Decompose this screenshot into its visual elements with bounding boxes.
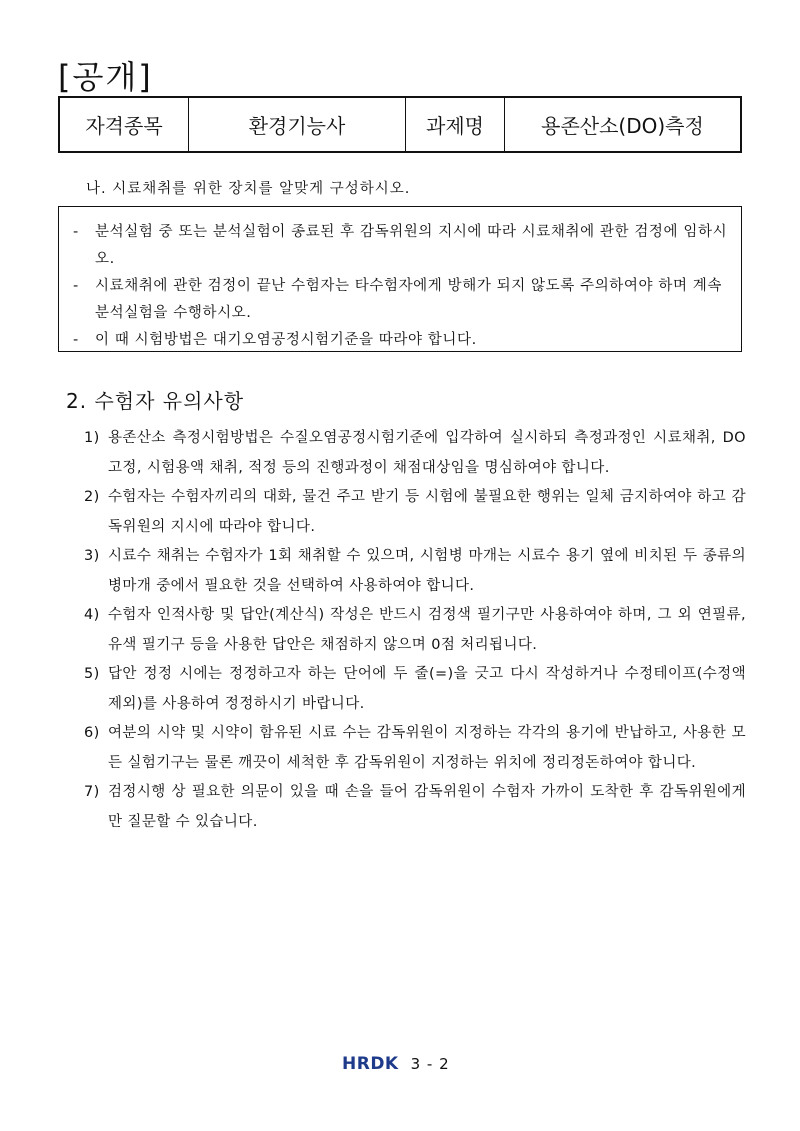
page-footer (342, 1054, 450, 1074)
list-item (84, 542, 746, 601)
item-number: 5) (84, 666, 100, 682)
note-text: 분석실험 중 또는 분석실험이 종료된 후 감독위원의 지시에 따라 시료채취에 관한 검정에 임하시오. (95, 224, 728, 267)
list-item (84, 719, 746, 778)
item-text: 시료수 채취는 수험자가 1회 채취할 수 있으며, 시험병 마개는 시료수 용기 옆에 비치된 두 종류의 병마개 중에서 필요한 것을 선택하여 사용하여야 합니다. (108, 548, 746, 594)
list-item (84, 778, 746, 837)
item-text: 수험자는 수험자끼리의 대화, 물건 주고 받기 등 시험에 불필요한 행위는 일체 금지하여야 하고 감독위원의 지시에 따라야 합니다. (108, 489, 746, 535)
task-value: 용존산소(DO)측정 (505, 97, 742, 152)
item-number: 4) (84, 607, 100, 623)
task-label: 과제명 (406, 97, 505, 152)
list-item (84, 601, 746, 660)
item-number: 1) (84, 430, 100, 446)
item-number: 2) (84, 489, 100, 505)
section-title: 2. 수험자 유의사항 (66, 389, 245, 413)
item-text: 용존산소 측정시험방법은 수질오염공정시험기준에 입각하여 실시하되 측정과정인 시료채취, DO고정, 시험용액 채취, 적정 등의 진행과정이 채점대상임을 명심하여야 합니다. (108, 430, 746, 476)
item-text: 답안 정정 시에는 정정하고자 하는 단어에 두 줄(=)을 긋고 다시 작성하거나 수정테이프(수정액 제외)를 사용하여 정정하시기 바랍니다. (108, 666, 746, 712)
item-text: 검정시행 상 필요한 의문이 있을 때 손을 들어 감독위원이 수험자 가까이 도착한 후 감독위원에게만 질문할 수 있습니다. (108, 784, 746, 830)
item-text: 수험자 인적사항 및 답안(계산식) 작성은 반드시 검정색 필기구만 사용하여야 하며, 그 외 연필류, 유색 필기구 등을 사용한 답안은 채점하지 않으며 0점 처리됩니다. (108, 607, 746, 653)
note-line (73, 219, 735, 273)
note-dash: - (73, 278, 79, 294)
note-text: 이 때 시험방법은 대기오염공정시험기준을 따라야 합니다. (95, 332, 477, 348)
page-number: 3 - 2 (410, 1055, 450, 1073)
note-line (73, 327, 735, 354)
item-text: 여분의 시약 및 시약이 함유된 시료 수는 감독위원이 지정하는 각각의 용기에 반납하고, 사용한 모든 실험기구는 물론 깨끗이 세척한 후 감독위원이 지정하는 위치에 정리정돈하여야 합니다. (108, 725, 746, 771)
item-number: 6) (84, 725, 100, 741)
list-item (84, 660, 746, 719)
note-dash: - (73, 224, 79, 240)
disclosure-label: [공개] (58, 58, 153, 96)
hrdk-logo: HRDK (342, 1054, 399, 1074)
note-line (73, 273, 735, 327)
sub-item-na: 나. 시료채취를 위한 장치를 알맞게 구성하시오. (86, 181, 411, 197)
precautions-list (84, 424, 746, 837)
info-table (58, 96, 742, 153)
note-text: 시료채취에 관한 검정이 끝난 수험자는 타수험자에게 방해가 되지 않도록 주의하여야 하며 계속 분석실험을 수행하시오. (95, 278, 722, 321)
list-item (84, 483, 746, 542)
note-dash: - (73, 332, 79, 348)
qualification-value: 환경기능사 (189, 97, 406, 152)
note-box (58, 206, 742, 352)
item-number: 3) (84, 548, 100, 564)
list-item (84, 424, 746, 483)
qualification-label: 자격종목 (59, 97, 189, 152)
item-number: 7) (84, 784, 100, 800)
